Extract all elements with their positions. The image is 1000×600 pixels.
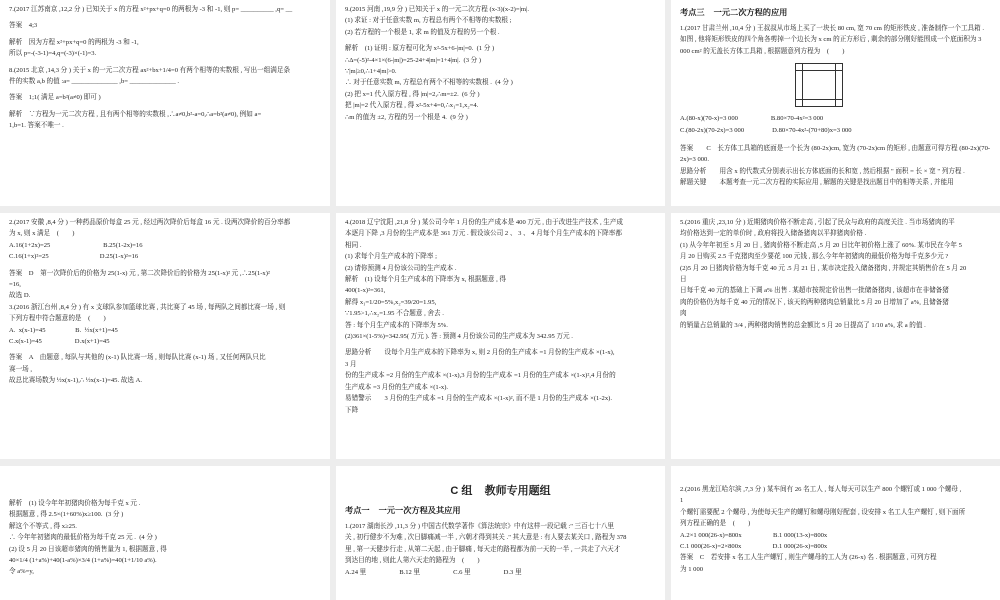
- card-lines: [680, 484, 991, 575]
- question-card-7-8: [0, 0, 330, 206]
- text-line: 4.(2018 辽宁沈阳 ,21,8 分 ) 某公司今年 1 月份的生产成本是 400 万元 , 由于改进生产技术 , 生产成: [345, 219, 624, 226]
- question-card-5: [671, 213, 1000, 459]
- text-line: C.1 000(26-x)=2×800x D.1 000(26-x)=800x: [680, 543, 828, 551]
- text-line: 故总比赛场数为 ½x(x-1),∴ ½x(x-1)=45. 故选 A.: [9, 377, 142, 385]
- card-lines: [680, 217, 991, 331]
- text-line: 下列方程中符合题意的是 ( ): [9, 315, 106, 323]
- question-card-topic-3: [671, 0, 1000, 206]
- text-line: 里 , 第一天健步行走 , 从第二天起 , 由于脚痛 , 每天走的路程都为前一天的一半 , 一共走了六天才: [345, 545, 621, 553]
- text-line: 份的生产成本 =2 月份的生产成本 ×(1-x),3 月份的生产成本 =1 月份的生产成本 ×(1-x)²,4 月份的: [345, 372, 616, 380]
- text-line: 令 a%=y,: [9, 568, 34, 576]
- text-line: A.16(1+2x)=25 B.25(1-2x)=16: [9, 241, 143, 249]
- corner-square: [795, 63, 803, 71]
- text-line: 答案 4;3: [9, 22, 38, 30]
- text-line: 解析 (1) 设今年年初猪肉价格为每千克 x 元 .: [9, 500, 141, 507]
- text-line: 考点一 一元一次方程及其应用: [345, 506, 461, 515]
- text-line: 为 x, 则 x 满足 ( ): [9, 230, 75, 238]
- text-line: 肉: [680, 310, 687, 318]
- corner-square: [795, 99, 803, 107]
- text-line: 400(1-x)²=361,: [345, 287, 386, 295]
- text-line: 3.(2016 浙江台州 ,8,4 分 ) 有 x 支球队参加篮球比赛 , 共比赛了 45 场 , 每两队之间都比赛一场 , 则: [9, 303, 286, 311]
- text-line: A.2×1 000(26-x)=800x B.1 000(13-x)=800x: [680, 531, 828, 539]
- group-c-card: [336, 466, 665, 600]
- option-line: C.(80-2x)(70-2x)=3 000 D.80×70-4x²-(70+80)x=3 000: [680, 126, 852, 134]
- text-line: A. x(x-1)=45 B. ½x(x+1)=45: [9, 326, 118, 334]
- text-line: 答案 C 若安排 x 名工人生产螺钉 , 则生产螺母的工人为 (26-x) 名 . 根据题意 , 可列方程: [680, 554, 937, 562]
- text-line: 解析 (1) 证明 : 原方程可化为 x²-5x+6-|m|=0. (1 分 ): [345, 45, 495, 53]
- text-line: (2)5 月 20 日猪肉价格为每千克 40 元 .5 月 21 日 , 某市决定投入储备猪肉 , 并规定其销售价在 5 月 20: [680, 264, 967, 272]
- text-line: 5.(2016 重庆 ,23,10 分 ) 近期猪肉价格不断走高 , 引起了民众与政府的高度关注 . 当市场猪肉的平: [680, 219, 955, 226]
- text-line: 1: [680, 497, 684, 505]
- text-line: 件的实数 a,b 的值 :a= ______________ ,b= ______________ .: [9, 78, 180, 86]
- text-line: 9.(2015 河南 ,19,9 分 ) 已知关于 x 的一元二次方程 (x-3)(x-2)=|m|.: [345, 6, 530, 13]
- text-line: (1) 从今年年初至 5 月 20 日 , 猪肉价格不断走高 ,5 月 20 日比年初价格上涨了 60%. 某市民在今年 5: [680, 241, 962, 249]
- text-line: C.x(x-1)=45 D.x(x+1)=45: [9, 338, 110, 346]
- text-line: 解析 因为方程 x²+px+q=0 的两根为 -3 和 -1,: [9, 38, 139, 46]
- text-line: 生产成本 =3 月份的生产成本 ×(1-x).: [345, 383, 449, 391]
- text-line: 答案 A 由题意 , 每队与其他的 (x-1) 队比赛一场 , 则每队比赛 (x-1) 场 , 又任何两队只比: [9, 354, 266, 362]
- text-line: 所以 p=-(-3-1)=4,q=(-3)×(-1)=3.: [9, 50, 97, 58]
- text-line: 解这个不等式 , 得 x≥25.: [9, 522, 77, 530]
- text-line: 均价格达到一定的单价时 , 政府将投入储备猪肉以平抑猪肉价格 .: [680, 230, 867, 238]
- text-line: 日每千克 40 元的基础上下调 a% 出售 . 某超市按规定价出售一批储备猪肉 , 该超市在非储备猪: [680, 287, 949, 295]
- corner-square: [835, 99, 843, 107]
- option-line: A.(80-x)(70-x)=3 000 B.80×70-4x²=3 000: [680, 115, 824, 123]
- card-lines: [9, 4, 321, 132]
- text-line: 8.(2015 北京 ,14,3 分 ) 关于 x 的一元二次方程 ax²+bx+1/4=0 有两个相等的实数根 , 写出一组满足条: [9, 66, 291, 74]
- text-line: (2) 设 5 月 20 日该超市猪肉的销售量为 1, 根据题意 , 得: [9, 545, 167, 553]
- text-line: (2)361×(1-5%)=342.95( 万元 ). 答 : 预测 4 月份该公司的生产成本为 342.95 万元 .: [345, 333, 573, 341]
- text-line: 下降: [345, 406, 359, 414]
- text-line: 日: [680, 276, 687, 284]
- card-lines: [345, 482, 656, 578]
- text-line: 关 , 初行健步不为难 , 次日脚痛减一半 , 六朝才得到其关 ." 其大意是 : 有人要去某关口 , 路程为 378: [345, 534, 627, 542]
- text-line: ∴ 今年年初猪肉的最低价格为每千克 25 元 . (4 分 ): [9, 534, 157, 542]
- text-line: 的销量占总销量的 3/4 , 两种猪肉销售的总金额比 5 月 20 日提高了 1/10 a%, 求 a 的值 .: [680, 321, 926, 329]
- text-line: 根据题意 , 得 2.5×(1+60%)x≥100. (3 分 ): [9, 511, 124, 519]
- text-line: 解析 (1) 设每个月生产成本的下降率为 x, 根据题意 , 得: [345, 276, 506, 284]
- text-line: 3 月: [345, 360, 357, 368]
- base-outline: [802, 70, 836, 100]
- text-line: (2) 若方程的一个根是 1, 求 m 的值及方程的另一个根 .: [345, 28, 500, 36]
- text-line: (2) 请你预测 4 月份该公司的生产成本 .: [345, 264, 457, 272]
- text-line: 为 1 000: [680, 565, 704, 573]
- text-line: 月 20 日购买 2.5 千克猪肉至少要花 100 元钱 , 那么今年年初猪肉的最低价格为每千克多少元 ?: [680, 253, 949, 261]
- text-line: A.24 里 B.12 里 C.6 里 D.3 里: [345, 568, 522, 576]
- corner-square: [835, 63, 843, 71]
- text-line: 易错警示 3 月份的生产成本 =1 月份的生产成本 ×(1-x)², 而不是 1 月份的生产成本 ×(1-2x).: [345, 395, 612, 403]
- text-line: ∵|m|≥0,∴1+4|m|>0.: [345, 68, 397, 76]
- text-line: =16,: [9, 281, 21, 289]
- card-lines: [345, 217, 656, 416]
- card-lines: [9, 498, 321, 578]
- text-line: 2.(2016 黑龙江哈尔滨 ,7,3 分 ) 某车间有 26 名工人 , 每人每天可以生产 800 个螺钉或 1 000 个螺母 ,: [680, 486, 962, 493]
- question-card-2-3: [0, 213, 330, 459]
- text-line: 1,b=1. 答案不唯一 .: [9, 122, 64, 130]
- key-point-text: 解题关键 本题考查一元二次方程的实际应用 , 解题的关键是找出题目中的相等关系 , 并能用: [680, 179, 954, 187]
- text-line: 本逐月下降 ,3 月份的生产成本是 361 万元 . 假设该公司 2 、 3 、 4 月每个月生产成本的下降率都: [345, 230, 622, 238]
- section-heading: 考点三 一元二次方程的应用: [680, 8, 788, 17]
- text-line: 答案 1;1( 满足 a=b²(a≠0) 即可 ): [9, 94, 101, 102]
- text-line: ∴Δ=(-5)²-4×1×(6-|m|)=25-24+4|m|=1+4|m|. (3 分 ): [345, 56, 482, 64]
- question-card-c2: [671, 466, 1000, 600]
- text-line: 列方程正确的是 ( ): [680, 520, 751, 528]
- text-line: 答 : 每个月生产成本的下降率为 5%.: [345, 321, 448, 329]
- text-line: 40×1/4 (1+a%)+40(1-a%)×3/4 (1+a%)=40(1+1/10 a%).: [9, 557, 157, 565]
- question-card-9: [336, 0, 665, 206]
- text-line: 到达目的地 , 则此人第六天走的路程为 ( ): [345, 557, 480, 565]
- solution-card-5: [0, 466, 330, 600]
- text-line: ∴ 对于任意实数 m, 方程总有两个不相等的实数根 . (4 分 ): [345, 79, 513, 87]
- text-line: ∵1.95>1,∴x₂=1.95 不合题意 , 舍去 .: [345, 310, 444, 318]
- text-line: (2) 把 x=1 代入原方程 , 得 |m|=2,∴m=±2. (6 分 ): [345, 90, 480, 98]
- question-card-4: [336, 213, 665, 459]
- text-line: 赛一场 ,: [9, 365, 33, 373]
- text-line: C 组 教师专用题组: [450, 485, 551, 497]
- text-line: 相同 .: [345, 241, 362, 249]
- text-line: 2.(2017 安徽 ,8,4 分 ) 一种药品原价每盒 25 元 , 经过两次降价后每盒 16 元 . 设两次降价的百分率都: [9, 219, 291, 226]
- text-line: 答案 D 第一次降价后的价格为 25(1-x) 元 , 第二次降价后的价格为 25(1-x)² 元 ,∴25(1-x)²: [9, 269, 270, 277]
- card-lines: [9, 217, 321, 387]
- analysis-text: 思路分析 用含 x 的代数式分别表示出长方体底面的长和宽 , 然后根据 " 面积 = 长 × 宽 " 列方程 .: [680, 167, 965, 175]
- text-line: 1.(2017 湖南长沙 ,11,3 分 ) 中国古代数学著作《算法统宗》中有这样一段记载 :" 三百七十八里: [345, 523, 615, 530]
- text-line: 思路分析 设每个月生产成本的下降率为 x, 则 2 月份的生产成本 =1 月份的生产成本 ×(1-x),: [345, 349, 615, 357]
- card-lines: [345, 4, 656, 123]
- question-text: 1.(2017 甘肃兰州 ,10,4 分 ) 王叔叔从市场上买了一块长 80 cm, 宽 70 cm 的矩形铁皮 , 准备制作一个工具箱 . 如图 , 他将矩形铁皮的四个角各剪掉一个边长为 x cm 的正方形后 , 剩余的部分刚好能围成一个底面积为 3 000 cm² 的无盖长方体工具箱 , 根据题意列方程为 ( ): [680, 25, 986, 55]
- text-line: 故选 D.: [9, 292, 31, 300]
- text-line: 解析 ∵方程为一元二次方程 , 且有两个相等的实数根 ,∴a≠0,b²-a=0,∴a=b²(a≠0), 例如 a=: [9, 110, 262, 118]
- answer-text: 答案 C 长方体工具箱的底面是一个长为 (80-2x)cm, 宽为 (70-2x)cm 的矩形 , 由题意可得方程 (80-2x)(70-2x)=3 000.: [680, 145, 991, 164]
- text-line: (1) 求每个月生产成本的下降率 ;: [345, 253, 437, 261]
- text-line: 解得 x₁=1/20=5%,x₂=39/20=1.95,: [345, 298, 437, 306]
- text-line: 把 |m|=2 代入原方程 , 得 x²-5x+4=0,∴x₁=1,x₂=4.: [345, 102, 479, 110]
- text-line: C.16(1+x)²=25 D.25(1-x)²=16: [9, 253, 139, 261]
- text-line: 7.(2017 江苏南京 ,12,2 分 ) 已知关于 x 的方程 x²+px+q=0 的两根为 -3 和 -1, 则 p= __________ ,q= __: [9, 6, 293, 13]
- box-diagram-figure: [795, 63, 843, 107]
- text-line: 个螺钉需要配 2 个螺母 , 为使每天生产的螺钉和螺母刚好配套 , 设安排 x 名工人生产螺钉 , 则下面所: [680, 508, 966, 516]
- text-line: (1) 求证 : 对于任意实数 m, 方程总有两个不相等的实数根 ;: [345, 17, 512, 25]
- text-line: ∴m 的值为 ±2, 方程的另一个根是 4. (9 分 ): [345, 113, 468, 121]
- text-line: 肉的价格仍为每千克 40 元的情况下 , 该天的两种猪肉总销量比 5 月 20 日增加了 a%, 且储备猪: [680, 298, 949, 306]
